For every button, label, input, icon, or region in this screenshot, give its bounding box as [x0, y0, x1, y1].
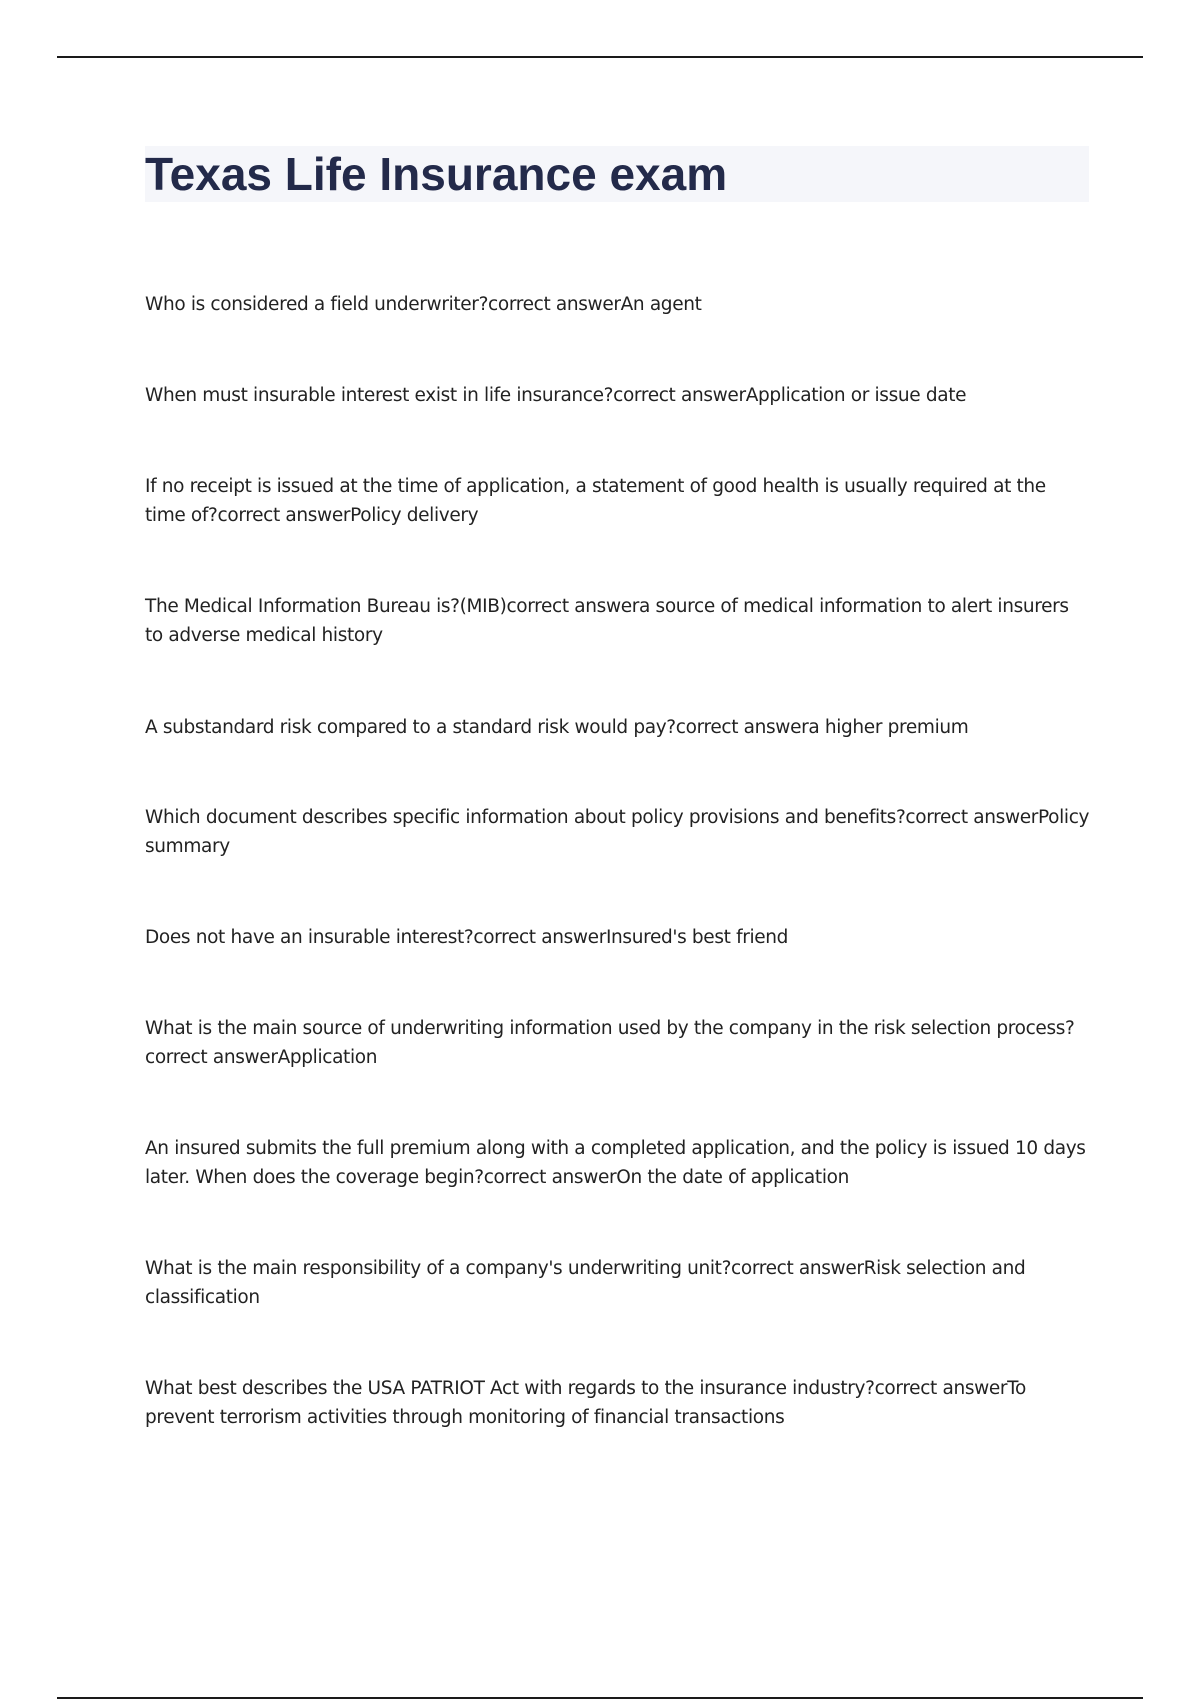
top-rule: [57, 56, 1143, 58]
qa-item-11: What best describes the USA PATRIOT Act with regards to the insurance industry?correct answerTo prevent terrorism activities through monitoring of financial transactions: [145, 1378, 1026, 1428]
qa-item-5: A substandard risk compared to a standard risk would pay?correct answera higher premium: [145, 717, 969, 738]
qa-item-6: Which document describes specific information about policy provisions and benefits?correct answerPolicy summary: [145, 807, 1090, 857]
qa-item-4: The Medical Information Bureau is?(MIB)correct answera source of medical information to alert insurers to adverse medical history: [145, 596, 1069, 646]
qa-item-8: What is the main source of underwriting information used by the company in the risk selection process?correct answerApplication: [145, 1018, 1075, 1068]
qa-item-1: Who is considered a field underwriter?correct answerAn agent: [145, 294, 702, 315]
qa-item-7: Does not have an insurable interest?correct answerInsured's best friend: [145, 927, 789, 948]
bottom-rule: [57, 1697, 1143, 1699]
qa-item-10: What is the main responsibility of a company's underwriting unit?correct answerRisk selection and classification: [145, 1258, 1026, 1308]
page-title: Texas Life Insurance exam: [145, 148, 728, 200]
qa-item-3: If no receipt is issued at the time of application, a statement of good health is usually required at the time of?correct answerPolicy delivery: [145, 476, 1046, 526]
qa-item-2: When must insurable interest exist in life insurance?correct answerApplication or issue date: [145, 385, 967, 406]
qa-item-9: An insured submits the full premium along with a completed application, and the policy is issued 10 days later. When does the coverage begin?correct answerOn the date of application: [145, 1138, 1086, 1188]
